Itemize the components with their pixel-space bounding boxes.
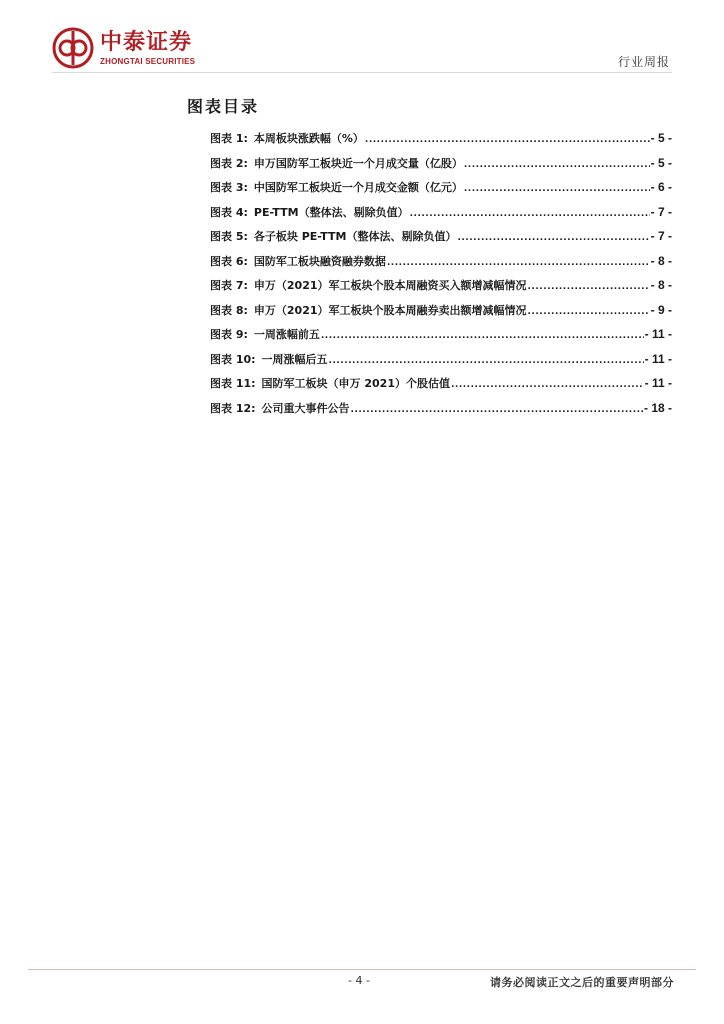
toc-item-page: - 9 - (650, 302, 672, 317)
toc-item[interactable] (210, 371, 672, 396)
toc-item-page: - 8 - (650, 278, 672, 292)
toc-leader-dots (528, 300, 650, 325)
toc-item-label: 图表 9: (210, 328, 248, 341)
company-logo (52, 27, 242, 71)
toc-item[interactable] (210, 151, 672, 176)
toc-item-label: 图表 5: (210, 230, 248, 243)
toc-item[interactable] (210, 298, 672, 323)
toc-item-name: 公司重大事件公告 (261, 401, 350, 415)
toc-item[interactable] (210, 224, 672, 249)
toc-item-label: 图表 10: (210, 352, 256, 366)
toc-item[interactable] (210, 175, 672, 200)
toc-item[interactable] (210, 396, 672, 421)
zhongtai-logo-icon (52, 27, 94, 69)
toc-item-name: 申万（2021）军工板块个股本周融资买入额增减幅情况 (253, 279, 527, 292)
toc-item-name: 中国防军工板块近一个月成交金额（亿元） (253, 181, 463, 194)
toc-leader-dots (351, 398, 643, 423)
toc-item-label: 图表 11: (210, 377, 256, 390)
toc-item-label: 图表 7: (210, 279, 248, 292)
logo-chinese-name: 中泰证券 (100, 30, 193, 55)
toc-list (210, 126, 672, 420)
footer-disclaimer: 请务必阅读正文之后的重要声明部分 (490, 976, 674, 989)
toc-item[interactable] (210, 200, 672, 225)
toc-item-name: 国防军工板块（申万 2021）个股估值 (261, 377, 450, 390)
toc-leader-dots (321, 324, 644, 349)
toc-item-name: 各子板块 PE-TTM（整体法、剔除负值） (253, 230, 457, 243)
toc-item-page: - 11 - (644, 351, 672, 366)
toc-item-name: 国防军工板块融资融券数据 (253, 254, 386, 268)
toc-leader-dots (329, 349, 644, 374)
toc-leader-dots (464, 177, 650, 202)
toc-item-name: PE-TTM（整体法、剔除负值） (253, 205, 409, 219)
toc-leader-dots (464, 153, 650, 178)
toc-item-page: - 11 - (644, 376, 672, 390)
toc-leader-dots (451, 373, 644, 398)
toc-item[interactable] (210, 249, 672, 274)
toc-item[interactable] (210, 347, 672, 372)
toc-item-name: 本周板块涨跌幅（%） (253, 132, 364, 145)
header-divider (52, 72, 672, 73)
toc-item[interactable] (210, 322, 672, 347)
toc-item-page: - 8 - (650, 253, 672, 268)
report-type: 行业周报 (617, 55, 670, 69)
toc-leader-dots (410, 202, 650, 227)
toc-leader-dots (528, 275, 650, 300)
toc-item-page: - 7 - (650, 229, 672, 243)
toc-leader-dots (457, 226, 649, 251)
toc-item-page: - 6 - (650, 180, 672, 194)
toc-item-label: 图表 4: (210, 205, 248, 219)
toc-item-page: - 11 - (644, 327, 672, 341)
toc-item-label: 图表 12: (210, 401, 256, 415)
logo-english-name: ZHONGTAI SECURITIES (100, 57, 196, 66)
toc-item-name: 申万（2021）军工板块个股本周融券卖出额增减幅情况 (253, 303, 527, 317)
toc-item-page: - 7 - (650, 204, 672, 219)
toc-item-page: - 5 - (650, 131, 672, 145)
toc-item-name: 申万国防军工板块近一个月成交量（亿股） (253, 156, 463, 170)
footer-divider (28, 969, 696, 970)
toc-item[interactable] (210, 126, 672, 151)
toc-leader-dots (387, 251, 650, 276)
toc-leader-dots (365, 128, 650, 153)
toc-item-label: 图表 1: (210, 132, 248, 145)
toc-item-page: - 5 - (650, 155, 672, 170)
page-number: - 4 - (348, 974, 370, 987)
toc-item-label: 图表 2: (210, 156, 248, 170)
toc-title: 图表目录 (187, 97, 260, 116)
toc-item-label: 图表 8: (210, 303, 248, 317)
toc-item-name: 一周涨幅前五 (253, 328, 320, 341)
toc-item-label: 图表 6: (210, 254, 248, 268)
toc-item-page: - 18 - (643, 400, 672, 415)
toc-item-label: 图表 3: (210, 181, 248, 194)
toc-item[interactable] (210, 273, 672, 298)
toc-item-name: 一周涨幅后五 (261, 352, 328, 366)
